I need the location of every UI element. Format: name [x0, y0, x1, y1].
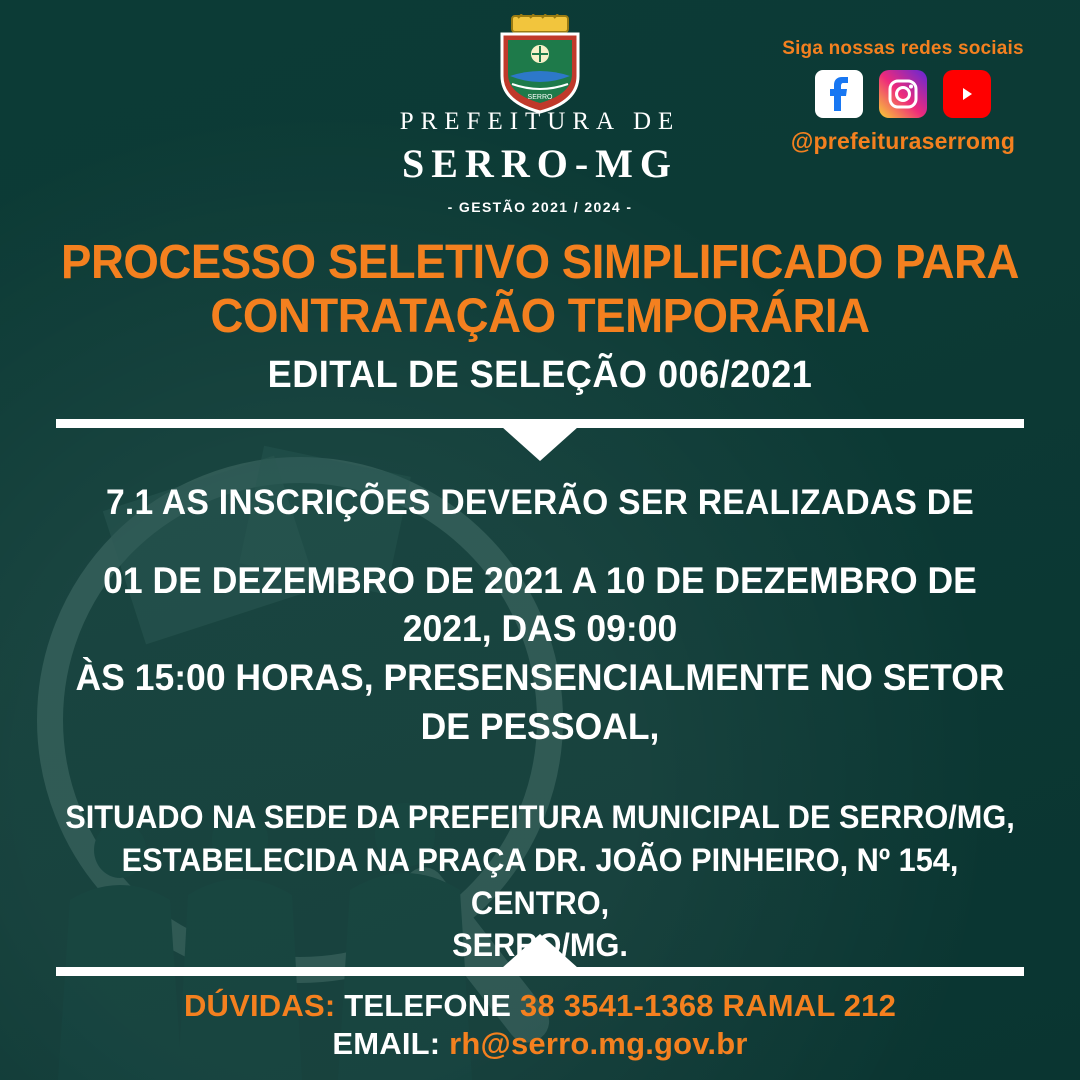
social-handle: @prefeituraserromg — [790, 128, 1016, 154]
poster-footer — [0, 987, 1080, 1065]
title-main-line-1: PROCESSO SELETIVO SIMPLIFICADO PARA — [61, 236, 1019, 289]
title-subtitle: EDITAL DE SELEÇÃO 006/2021 — [267, 353, 813, 396]
footer-phone-value[interactable]: 38 3541-1368 RAMAL 212 — [520, 987, 897, 1023]
social-block — [768, 38, 1038, 155]
footer-phone-label: TELEFONE — [344, 987, 512, 1023]
content-address-line-2: ESTABELECIDA NA PRAÇA DR. JOÃO PINHEIRO, Nº 154, CENTRO, — [121, 841, 959, 921]
brand-mandate: - GESTÃO 2021 / 2024 - — [447, 199, 633, 215]
poster-header — [0, 0, 1080, 228]
facebook-icon[interactable] — [815, 70, 863, 118]
social-title: Siga nossas redes sociais — [782, 38, 1024, 59]
content-address-line-3: SERRO/MG. — [452, 927, 628, 964]
youtube-icon[interactable] — [943, 70, 991, 118]
title-block — [0, 236, 1080, 397]
content-address-line-1: SITUADO NA SEDE DA PREFEITURA MUNICIPAL DE SERRO/MG, — [65, 798, 1015, 835]
footer-email-value[interactable]: rh@serro.mg.gov.br — [449, 1026, 748, 1062]
footer-email-line — [0, 1025, 1080, 1064]
content-dates-line-1: 01 DE DEZEMBRO DE 2021 A 10 DE DEZEMBRO DE 2021, DAS 09:00 — [103, 559, 977, 650]
divider-bottom — [56, 936, 1024, 976]
title-main-line-2: CONTRATAÇÃO TEMPORÁRIA — [210, 289, 870, 343]
brand-line-2: SERRO-MG — [402, 141, 678, 186]
instagram-icon[interactable] — [879, 70, 927, 118]
divider-top — [56, 419, 1024, 459]
divider-notch — [502, 934, 578, 968]
footer-email-label: EMAIL: — [332, 1026, 441, 1062]
divider-bar — [56, 967, 1024, 976]
content-dates-line-2: ÀS 15:00 HORAS, PRESENSENCIALMENTE NO SETOR DE PESSOAL, — [75, 657, 1005, 747]
body-content — [0, 483, 1080, 968]
brand-line-1: PREFEITURA DE — [399, 108, 681, 135]
footer-doubts-label: DÚVIDAS: — [183, 987, 336, 1023]
divider-notch — [502, 427, 578, 461]
social-icons — [768, 70, 1038, 118]
svg-text:SERRO: SERRO — [527, 94, 553, 101]
footer-phone-line — [0, 987, 1080, 1026]
city-coat-of-arms-icon — [494, 14, 586, 114]
content-lead: 7.1 AS INSCRIÇÕES DEVERÃO SER REALIZADAS DE — [105, 482, 975, 522]
